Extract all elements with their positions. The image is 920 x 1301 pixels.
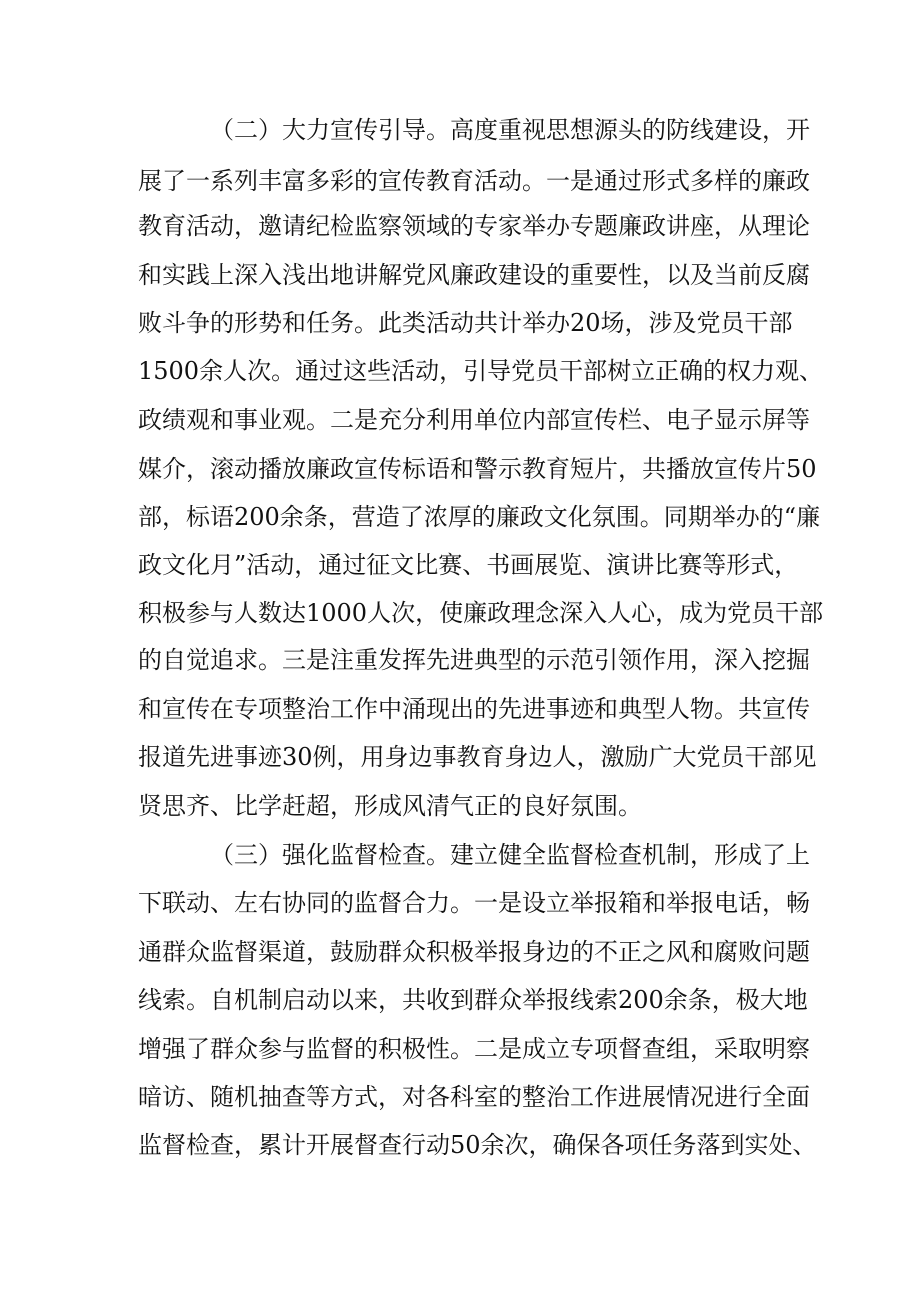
- paragraph-2-line-15: 贤思齐、比学赶超，形成风清气正的良好氛围。: [138, 792, 642, 820]
- paragraph-2-line-12: 的自觉追求。三是注重发挥先进典型的示范引领作用，深入挖掘: [138, 646, 810, 674]
- paragraph-2-line-9: 部，标语200余条，营造了浓厚的廉政文化氛围。同期举办的“廉: [138, 503, 821, 531]
- paragraph-3-line-7: 监督检查，累计开展督查行动50余次，确保各项任务落到实处、: [138, 1131, 817, 1159]
- paragraph-3-line-1: （三）强化监督检查。建立健全监督检查机制，形成了上: [210, 841, 810, 869]
- paragraph-2-line-8: 媒介，滚动播放廉政宣传标语和警示教育短片，共播放宣传片50: [138, 455, 817, 483]
- paragraph-2-line-6: 1500余人次。通过这些活动，引导党员干部树立正确的权力观、: [138, 357, 824, 385]
- paragraph-2-line-2: 展了一系列丰富多彩的宣传教育活动。一是通过形式多样的廉政: [138, 167, 810, 195]
- paragraph-2-line-10: 政文化月”活动，通过征文比赛、书画展览、演讲比赛等形式，: [138, 551, 799, 579]
- paragraph-2-line-11: 积极参与人数达1000人次，使廉政理念深入人心，成为党员干部: [138, 599, 824, 627]
- paragraph-3-line-2: 下联动、左右协同的监督合力。一是设立举报箱和举报电话，畅: [138, 889, 810, 917]
- paragraph-3-line-6: 暗访、随机抽查等方式，对各科室的整治工作进展情况进行全面: [138, 1083, 810, 1111]
- paragraph-2-line-13: 和宣传在专项整治工作中涌现出的先进事迹和典型人物。共宣传: [138, 695, 810, 723]
- paragraph-3-line-5: 增强了群众参与监督的积极性。二是成立专项督查组，采取明察: [138, 1035, 810, 1063]
- paragraph-3-line-4: 线索。自机制启动以来，共收到群众举报线索200余条，极大地: [138, 986, 808, 1014]
- paragraph-2-line-4: 和实践上深入浅出地讲解党风廉政建设的重要性，以及当前反腐: [138, 261, 810, 289]
- paragraph-2-line-5: 败斗争的形势和任务。此类活动共计举办20场，涉及党员干部: [138, 309, 793, 337]
- paragraph-2-line-1: （二）大力宣传引导。高度重视思想源头的防线建设，开: [210, 116, 810, 144]
- paragraph-2-line-14: 报道先进事迹30例，用身边事教育身边人，激励广大党员干部见: [138, 743, 817, 771]
- paragraph-3-line-3: 通群众监督渠道，鼓励群众积极举报身边的不正之风和腐败问题: [138, 938, 810, 966]
- paragraph-2-line-7: 政绩观和事业观。二是充分利用单位内部宣传栏、电子显示屏等: [138, 406, 810, 434]
- paragraph-2-line-3: 教育活动，邀请纪检监察领域的专家举办专题廉政讲座，从理论: [138, 212, 810, 240]
